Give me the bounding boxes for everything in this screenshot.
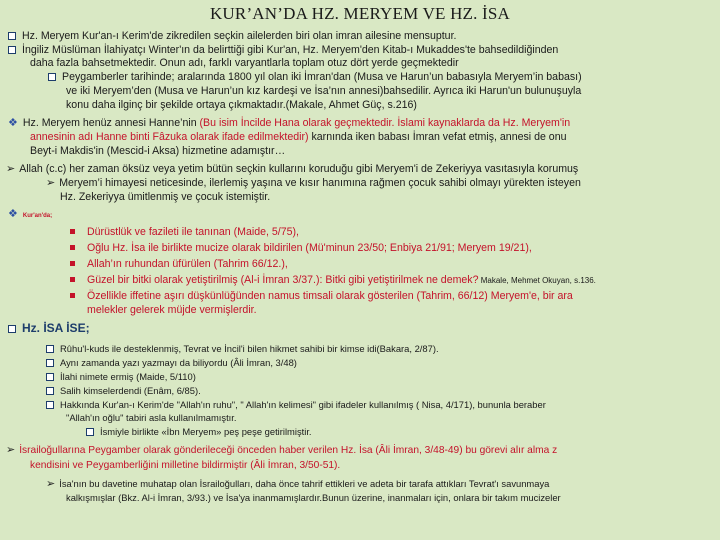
paragraph-line [30, 131, 566, 144]
square-bullet-icon [46, 345, 54, 353]
red-square-bullet-icon [70, 277, 75, 282]
paragraph-line: konu daha ilginç bir şekilde ortaya çıkmaktadır.(Makale, Ahmet Güç, s.216) [66, 99, 417, 111]
text: Peygamberler tarihinde; aralarında 1800 yıl olan iki İmran'dan (Musa ve Harun’un babasıyla Meryem’in babası) [62, 71, 582, 83]
citation: Makale, Mehmet Okuyan, s.136. [478, 276, 596, 285]
text: karnında iken babası İmran vefat etmiş, annesi de onu [308, 131, 567, 143]
square-bullet-icon [48, 73, 56, 81]
arrow-bullet-icon: ➢ [46, 177, 56, 189]
square-bullet-icon [8, 46, 16, 54]
text-red: Güzel bir bitki olarak yetiştirilmiş (Al-i İmran 3/37.): Bitki gibi yetiştirilmek ne demek? [87, 274, 479, 286]
list-item [70, 290, 573, 303]
arrow-bullet-icon: ➢ [46, 478, 56, 490]
square-bullet-icon [8, 32, 16, 40]
section-heading: Hz. İSA İSE; [22, 321, 90, 335]
text: İngiliz Müslüman İlahiyatçı Winter'ın da belirttiği gibi Kur'an, Hz. Meryem'den Kitab-ı Mukaddes'te bahsedildiğinden [22, 44, 559, 56]
text-red: Allah’ın ruhundan üfürülen (Tahrim 66/12.), [87, 258, 288, 270]
text-red: Oğlu Hz. İsa ile birlikte mucize olarak bildirilen (Mü'minun 23/50; Enbiya 21/91; Meryem 19/21), [87, 242, 532, 254]
list-item [46, 356, 297, 369]
red-square-bullet-icon [70, 229, 75, 234]
text-red: kendisini ve Peygamberliğini milletine bildirmiştir (Âli İmran, 3/50-51). [30, 460, 341, 471]
paragraph-line [30, 459, 340, 472]
text-red: annesinin adı Hanne binti Fâzuka olarak ifade edilmektedir) [30, 131, 309, 143]
arrow-bullet-icon: ➢ [6, 163, 16, 175]
red-square-bullet-icon [70, 293, 75, 298]
section-heading-line [8, 322, 90, 336]
text: İsa'nın bu davetine muhatap olan İsrailoğulları, daha önce tahrif ettikleri ve adeta bir tarafa attıkları Tevrat'ı savunmaya [59, 478, 550, 489]
paragraph-line [8, 44, 558, 57]
text-red: İsrailoğullarına Peygamber olarak gönderileceği önceden haber verilen Hz. İsa (Âli İmran, 3/48-49) bu görevi alır alma z [19, 445, 558, 456]
paragraph-line [46, 477, 549, 491]
square-bullet-icon [46, 401, 54, 409]
text: Allah (c.c) her zaman öksüz veya yetim bütün seçkin kullarını koruduğu gibi Meryem'i de Zekeriyya vasıtasıyla korumuş [19, 163, 579, 175]
list-item [46, 370, 196, 383]
paragraph-line [8, 30, 456, 43]
kuranda-heading: Kur'an'da; [22, 213, 53, 219]
paragraph-line: kalkışmışlar (Bkz. Al-i İmran, 3/93.) ve İsa'ya inanmamışlardır.Bunun üzerine, inanmaları için, onlara bir takım mucizeler [66, 492, 561, 503]
square-bullet-icon [46, 387, 54, 395]
list-item [70, 242, 532, 255]
text: İsmiyle birlikte «İbn Meryem» peş peşe getirilmiştir. [100, 426, 312, 437]
list-item [70, 258, 288, 271]
list-item [46, 398, 546, 411]
square-bullet-icon [86, 428, 94, 436]
text: Hz. Meryem Kur'an-ı Kerim'de zikredilen seçkin ailelerden biri olan imran ailesine mensuptur. [22, 30, 457, 42]
paragraph-line [87, 304, 257, 317]
paragraph-line [6, 444, 557, 457]
red-square-bullet-icon [70, 245, 75, 250]
list-item [70, 226, 299, 239]
list-item [46, 342, 439, 355]
paragraph-line: ve iki Meryem’den (Musa ve Harun’un kız kardeşi ve İsa’nın annesi)bahsedilir. Ayrıca iki Harun'un bulunuşuyla [66, 85, 582, 97]
paragraph-line: Hz. Zekeriyya ümitlenmiş ve çocuk istemiştir. [60, 191, 271, 203]
paragraph-line: daha fazla bahsetmektedir. Onun adı, farklı varyantlarla toplam otuz dört yerde geçmektedir [30, 57, 459, 69]
diamond-bullet-icon: ❖ [8, 117, 18, 129]
text-red: melekler gelerek müjde vermişlerdir. [87, 304, 257, 316]
paragraph-line [8, 208, 52, 223]
red-square-bullet-icon [70, 261, 75, 266]
paragraph-line: "Allah'ın oğlu" tabiri asla kullanılmamıştır. [66, 412, 237, 423]
text: Aynı zamanda yazı yazmayı da biliyordu (Âli İmran, 3/48) [60, 357, 297, 368]
square-bullet-icon [46, 359, 54, 367]
paragraph-line [48, 71, 582, 84]
paragraph-line: Beyt-i Makdis'in (Mescid-i Aksa) hizmetine adamıştır… [30, 145, 286, 157]
arrow-bullet-icon: ➢ [6, 444, 16, 456]
list-item [86, 425, 312, 438]
paragraph-line [8, 117, 570, 130]
text: İlahi nimete ermiş (Maide, 5/110) [60, 371, 196, 382]
text: Meryem’i himayesi neticesinde, ilerlemiş yaşına ve kısır hanımına rağmen çocuk sahibi olmayı yürekten isteyen [59, 177, 581, 189]
text-red: (Bu isim İncilde Hana olarak geçmektedir. İslami kaynaklarda da Hz. Meryem'in [199, 117, 571, 129]
list-item [70, 274, 596, 287]
square-bullet-icon [8, 325, 16, 333]
page-title: KUR’AN’DA HZ. MERYEM VE HZ. İSA [209, 4, 511, 23]
text-red: Özellikle iffetine aşırı düşkünlüğünden namus timsali olarak gösterilen (Tahrim, 66/12) Meryem'e, bir ara [87, 290, 573, 302]
square-bullet-icon [46, 373, 54, 381]
paragraph-line [6, 163, 578, 176]
text: Salih kimselerdendi (Enâm, 6/85). [60, 385, 201, 396]
list-item [46, 384, 201, 397]
diamond-bullet-icon: ❖ [8, 208, 18, 220]
text-red: Dürüstlük ve fazileti ile tanınan (Maide, 5/75), [87, 226, 299, 238]
text: Rûhu'l-kuds ile desteklenmiş, Tevrat ve İncil'i bilen hikmet sahibi bir kimse idi(Bakara, 2/87). [60, 343, 439, 354]
text: Hakkında Kur'an-ı Kerim'de "Allah'ın ruhu", " Allah'ın kelimesi" gibi ifadeler kullanılmış ( Nisa, 4/171), bununla beraber [60, 399, 546, 410]
text: Hz. Meryem henüz annesi Hanne’nin [22, 117, 200, 129]
paragraph-line [46, 177, 581, 190]
